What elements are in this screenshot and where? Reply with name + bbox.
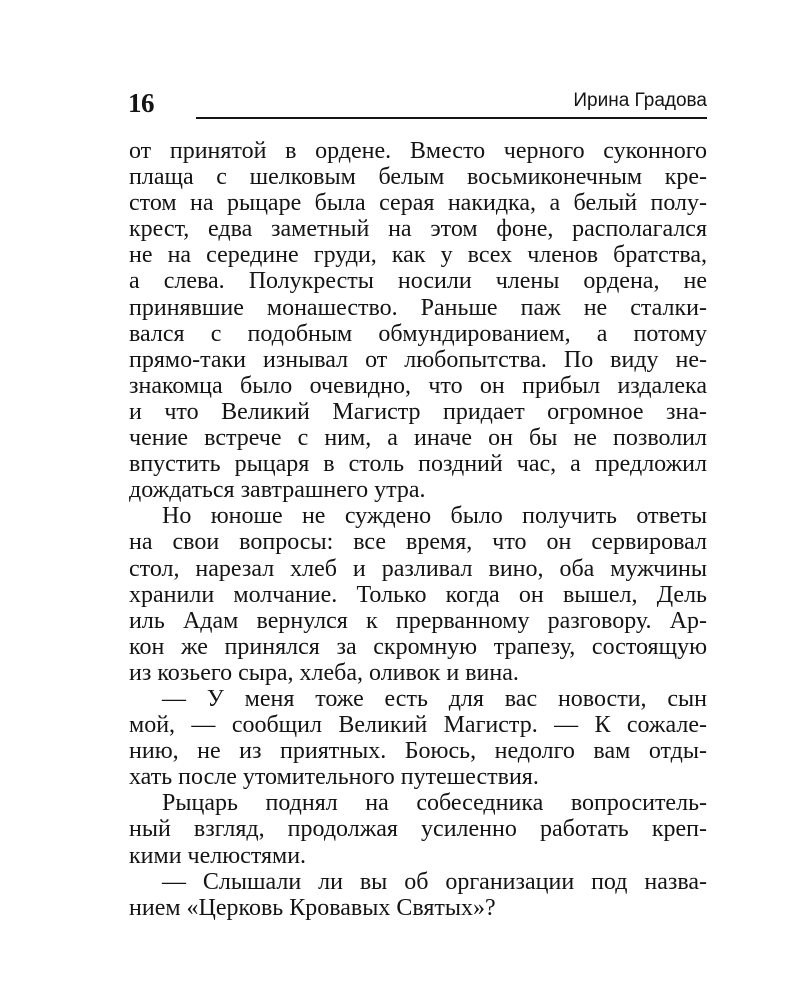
text-line: и что Великий Магистр придает огромное зна- [129,398,707,425]
text-line: — У меня тоже есть для вас новости, сын [162,685,707,712]
text-line: от принятой в ордене. Вместо черного суконного [129,138,707,164]
text-line: стом на рыцаре была серая накидка, а белый полу- [129,190,707,217]
text-line: принявшие монашество. Раньше паж не сталки- [129,294,707,321]
text-line: из козьего сыра, хлеба, оливок и вина. [129,659,519,686]
text-line: прямо-таки изнывал от любопытства. По виду не- [129,346,707,373]
paragraph [129,503,707,686]
paragraph [129,869,707,921]
page-number: 16 [128,88,154,118]
text-line: хать после утомительного путешествия. [129,764,539,791]
text-line: кон же принялся за скромную трапезу, состоящую [129,633,707,660]
header-rule [196,117,707,119]
text-line: хранили молчание. Только когда он вышел, Дель [129,581,707,608]
text-line: на свои вопросы: все время, что он сервировал [129,529,707,556]
text-line: а слева. Полукресты носили члены ордена, не [129,268,707,295]
text-line: знакомца было очевидно, что он прибыл издалека [129,372,707,399]
text-line: чение встрече с ним, а иначе он бы не позволил [129,425,707,452]
text-line: иль Адам вернулся к прерванному разговору. Ар- [129,607,707,634]
paragraph [129,686,707,790]
paragraph [129,790,707,868]
author-name: Ирина Градова [573,90,707,111]
text-line: вался с подобным обмундированием, а потому [129,320,707,347]
text-body [129,138,707,921]
text-line: кими челюстями. [129,842,307,869]
text-line: ный взгляд, продолжая усиленно работать креп- [129,816,707,843]
text-line: дождаться завтрашнего утра. [129,477,426,504]
text-line: стол, нарезал хлеб и разливал вино, оба мужчины [129,555,707,582]
text-line: — Слышали ли вы об организации под назва- [162,868,707,895]
text-line: нием «Церковь Кровавых Святых»? [129,894,496,921]
text-line: плаща с шелковым белым восьмиконечным кре- [129,164,707,191]
text-line: впустить рыцаря в столь поздний час, а предложил [129,451,707,478]
text-line: нию, не из приятных. Боюсь, недолго вам отды- [129,738,707,765]
paragraph [129,138,707,503]
text-line: крест, едва заметный на этом фоне, располагался [129,216,707,243]
text-line: мой, — сообщил Великий Магистр. — К сожале- [129,712,707,739]
text-line: Рыцарь поднял на собеседника вопроситель- [162,790,707,817]
text-line: не на середине груди, как у всех членов братства, [129,242,707,269]
text-line: Но юноше не суждено было получить ответы [162,503,707,530]
